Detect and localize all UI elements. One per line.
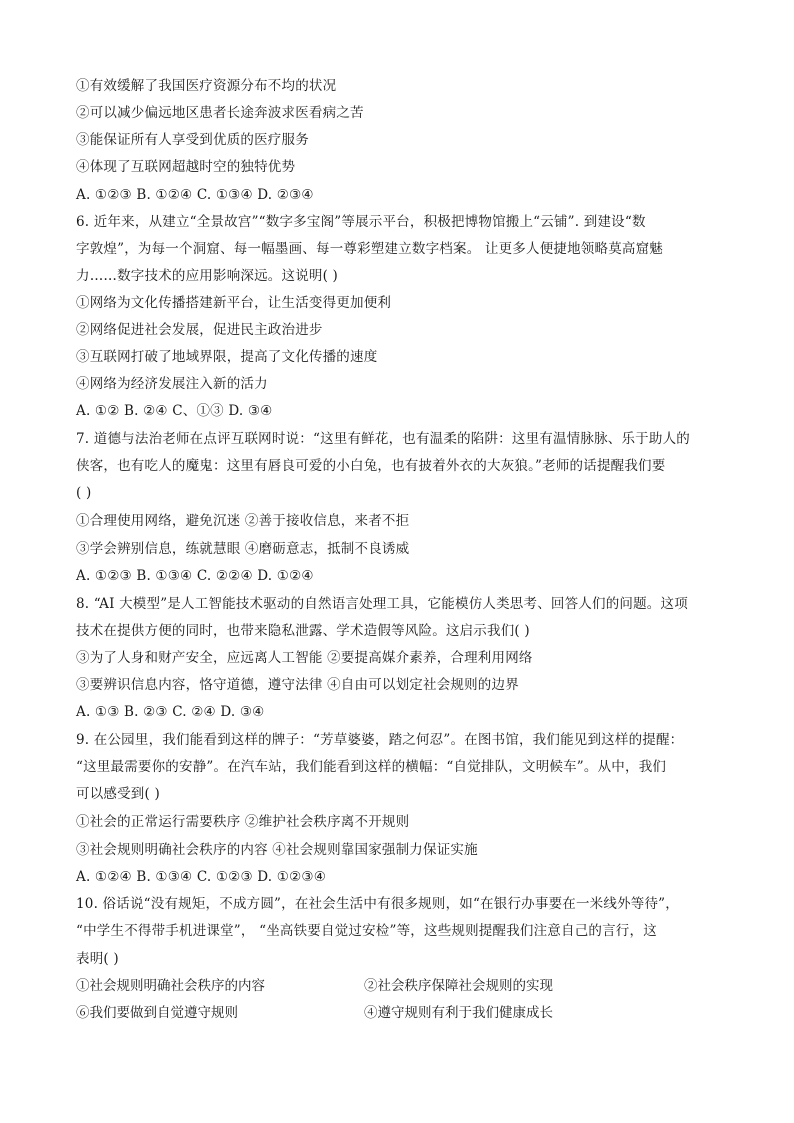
q5-option-1: ①有效缓解了我国医疗资源分布不均的状况 [76, 78, 337, 94]
q5-option-4: ④体现了互联网超越时空的独特优势 [76, 159, 296, 175]
q9-stem-line-3: 可以感受到( ) [76, 786, 160, 802]
q6-stem-line-1: 6. 近年来，从建立“全景故宫”“数字多宝阁”等展示平台，积极把博物馆搬上“云铺”. 到建设“数 [76, 214, 646, 230]
q7-options-row-1: ①合理使用网络，避免沉迷 ②善于接收信息，来者不拒 [76, 513, 410, 529]
q7-answers: A. ①②③ B. ①③④ C. ②②④ D. ①②④ [76, 568, 314, 584]
q10-stem-line-3: 表明( ) [76, 951, 119, 967]
q5-option-3: ③能保证所有人享受到优质的医疗服务 [76, 132, 309, 148]
q10-option-3: ⑥我们要做到自觉遵守规则 [76, 1005, 238, 1021]
q8-stem-line-2: 技术在提供方便的同时，也带来隐私泄露、学术造假等风险。这启示我们( ) [76, 623, 530, 639]
q10-option-1: ①社会规则明确社会秩序的内容 [76, 978, 265, 994]
q7-stem-line-3: ( ) [76, 485, 92, 501]
q5-option-2: ②可以减少偏远地区患者长途奔波求医看病之苦 [76, 105, 364, 121]
q9-options-row-1: ①社会的正常运行需要秩序 ②维护社会秩序离不开规则 [76, 814, 410, 830]
q8-answers: A. ①③ B. ②③ C. ②④ D. ③④ [76, 704, 265, 720]
q9-stem-line-2: “这里最需要你的安静”。在汽车站，我们能看到这样的横幅：“自觉排队，文明候车”。从中，我们 [76, 759, 667, 775]
q9-options-row-2: ③社会规则明确社会秩序的内容 ④社会规则靠国家强制力保证实施 [76, 842, 478, 858]
q6-option-3: ③互联网打破了地域界限，提高了文化传播的速度 [76, 349, 378, 365]
q10-stem-line-1: 10. 俗话说“没有规矩，不成方圆”，在社会生活中有很多规则，如“在银行办事要在一米线外等待”， [76, 896, 679, 912]
q8-options-row-2: ③要辨识信息内容，恪守道德，遵守法律 ④自由可以划定社会规则的边界 [76, 677, 519, 693]
q7-stem-line-1: 7. 道德与法治老师在点评互联网时说：“这里有鲜花，也有温柔的陷阱：这里有温情脉脉、乐于助人的 [76, 431, 690, 447]
q9-answers: A. ①②④ B. ①③④ C. ①②③ D. ①②③④ [76, 869, 326, 885]
q6-stem-line-2: 字敦煌”，为每一个洞窟、每一幅墨画、每一尊彩塑建立数字档案。 让更多人便捷地领略莫高窟魅 [76, 241, 663, 257]
q9-stem-line-1: 9. 在公园里，我们能看到这样的牌子：“芳草婆婆，踏之何忍”。在图书馆，我们能见到这样的提醒： [76, 732, 684, 748]
q8-stem-line-1: 8. “AI 大模型”是人工智能技术驱动的自然语言处理工具，它能模仿人类思考、回答人们的问题。这项 [76, 596, 688, 612]
q7-stem-line-2: 侠客，也有吃人的魔鬼：这里有唇良可爱的小白兔，也有披着外衣的大灰狼。”老师的话提醒我们要 [76, 458, 666, 474]
q5-answers: A. ①②③ B. ①②④ C. ①③④ D. ②③④ [76, 187, 314, 203]
q8-options-row-1: ③为了人身和财产安全，应远离人工智能 ②要提高媒介素养，合理利用网络 [76, 650, 533, 666]
q10-option-2: ②社会秩序保障社会规则的实现 [364, 978, 553, 994]
q10-stem-line-2: “中学生不得带手机进课堂”， “坐高铁要自觉过安检”等，这些规则提醒我们注意自己的言行，这 [76, 923, 657, 939]
q6-option-2: ②网络促进社会发展，促进民主政治进步 [76, 322, 323, 338]
q6-option-4: ④网络为经济发展注入新的活力 [76, 376, 268, 392]
q10-option-4: ④遵守规则有利于我们健康成长 [364, 1005, 553, 1021]
q6-stem-line-3: 力……数字技术的应用影响深远。这说明( ) [76, 268, 339, 284]
q7-options-row-2: ③学会辨别信息，练就慧眼 ④磨砺意志，抵制不良诱威 [76, 541, 410, 557]
q6-option-1: ①网络为文化传播搭建新平台，让生活变得更加便利 [76, 295, 392, 311]
q6-answers: A. ①② B. ②④ C、①③ D. ③④ [76, 403, 273, 419]
